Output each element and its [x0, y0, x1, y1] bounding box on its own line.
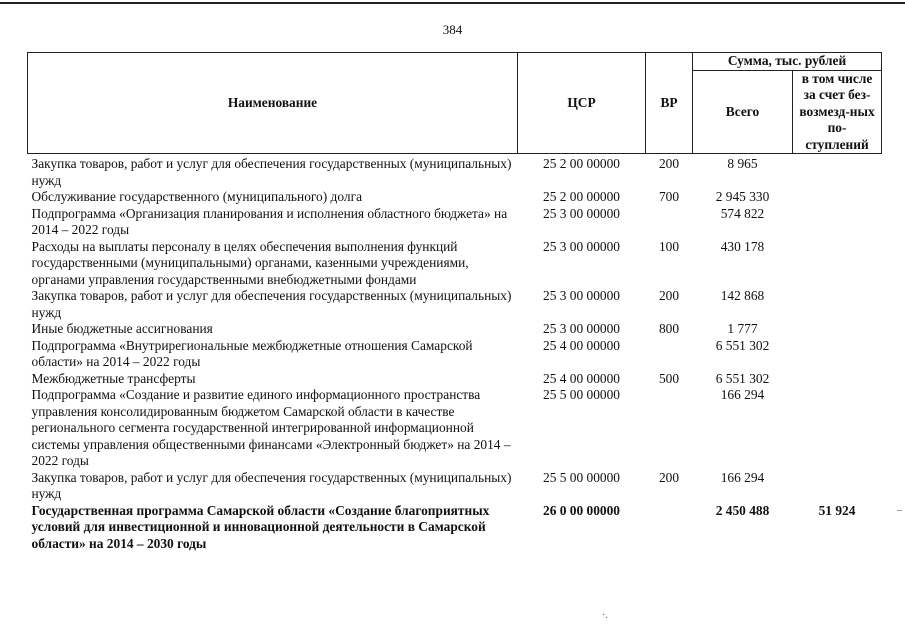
- cell-grant: [793, 288, 882, 321]
- scan-mark: ·.: [602, 610, 608, 621]
- cell-vr: 200: [658, 156, 680, 172]
- table-row: [28, 470, 882, 503]
- cell-name: Закупка товаров, работ и услуг для обеспечения государственных (муниципальных) нужд: [31, 288, 512, 320]
- cell-name: Обслуживание государственного (муниципального) долга: [31, 189, 363, 205]
- cell-grant: [793, 189, 882, 206]
- cell-csr: 25 4 00 00000: [543, 370, 620, 386]
- cell-name: Подпрограмма «Создание и развитие единого информационного пространства управления консолидированным бюджетом Самарской области в качестве регионального сегмента государственной интегрированной информационной системы управления общественными финансами «Электронный бюджет» на 2014 – 2022 годы: [31, 387, 511, 469]
- header-total: Всего: [693, 71, 793, 154]
- cell-total: 430 178: [720, 238, 765, 254]
- cell-name: Подпрограмма «Внутрирегиональные межбюджетные отношения Самарской области» на 2014 – 2022 годы: [31, 337, 473, 370]
- cell-total: 8 965: [727, 156, 758, 172]
- cell-name: Подпрограмма «Организация планирования и исполнения областного бюджета» на 2014 – 2022 годы: [31, 205, 508, 238]
- cell-csr: 25 4 00 00000: [543, 337, 620, 353]
- cell-total: 6 551 302: [715, 337, 770, 353]
- cell-total: 166 294: [720, 469, 765, 485]
- table-row: [28, 503, 882, 553]
- header-name: Наименование: [28, 53, 518, 154]
- cell-vr: 200: [658, 288, 680, 304]
- cell-csr: 25 2 00 00000: [543, 189, 620, 205]
- cell-csr: 26 0 00 00000: [543, 502, 620, 518]
- cell-grant: [793, 371, 882, 388]
- cell-csr: 25 5 00 00000: [543, 387, 620, 403]
- cell-total: 6 551 302: [715, 370, 770, 386]
- cell-vr: 100: [658, 238, 680, 254]
- cell-grant: 51 924: [818, 502, 856, 518]
- cell-vr: [646, 387, 693, 470]
- table-row: [28, 189, 882, 206]
- table-row: [28, 387, 882, 470]
- cell-name: Иные бюджетные ассигнования: [31, 321, 213, 337]
- table-row: [28, 321, 882, 338]
- page-number: 384: [442, 22, 463, 37]
- table-row: [28, 338, 882, 371]
- cell-total: 574 822: [720, 205, 765, 221]
- edge-mark: –: [897, 505, 902, 516]
- cell-vr: 700: [658, 189, 680, 205]
- cell-grant: [793, 239, 882, 289]
- table-row: [28, 154, 882, 190]
- table-row: [28, 371, 882, 388]
- header-including-grants: в том числе за счет без-возмезд-ных по-ступлений: [793, 71, 882, 154]
- cell-csr: 25 3 00 00000: [543, 321, 620, 337]
- header-sum: Сумма, тыс. рублей: [693, 53, 882, 71]
- cell-total: 2 450 488: [715, 502, 770, 518]
- table-row: [28, 206, 882, 239]
- cell-vr: 200: [658, 469, 680, 485]
- header-csr: ЦСР: [518, 53, 646, 154]
- cell-grant: [793, 470, 882, 503]
- cell-grant: [793, 206, 882, 239]
- cell-grant: [793, 338, 882, 371]
- cell-name: Государственная программа Самарской области «Создание благоприятных условий для инвестиционной и инновационной деятельности в Самарской области» на 2014 – 2030 годы: [31, 502, 490, 551]
- cell-grant: [793, 387, 882, 470]
- table-row: [28, 239, 882, 289]
- header-vr: ВР: [646, 53, 693, 154]
- cell-vr: 800: [658, 321, 680, 337]
- cell-name: Межбюджетные трансферты: [31, 370, 196, 386]
- table-body: [28, 154, 882, 553]
- cell-csr: 25 3 00 00000: [543, 205, 620, 221]
- budget-table: [27, 52, 882, 552]
- cell-total: 166 294: [720, 387, 765, 403]
- top-border-line: [0, 2, 905, 4]
- cell-vr: [646, 206, 693, 239]
- cell-grant: [793, 321, 882, 338]
- cell-vr: [646, 503, 693, 553]
- cell-total: 1 777: [727, 321, 758, 337]
- cell-vr: [646, 338, 693, 371]
- cell-csr: 25 3 00 00000: [543, 288, 620, 304]
- cell-name: Закупка товаров, работ и услуг для обеспечения государственных (муниципальных) нужд: [31, 156, 512, 188]
- cell-name: Расходы на выплаты персоналу в целях обеспечения выполнения функций государственными (муниципальными) органами, казенными учреждениями, органами управления государственными внебюджетными фондами: [31, 238, 469, 287]
- table-row: [28, 288, 882, 321]
- cell-grant: [793, 154, 882, 190]
- cell-csr: 25 5 00 00000: [543, 469, 620, 485]
- cell-name: Закупка товаров, работ и услуг для обеспечения государственных (муниципальных) нужд: [31, 469, 512, 502]
- cell-csr: 25 2 00 00000: [543, 156, 620, 172]
- cell-total: 2 945 330: [715, 189, 770, 205]
- cell-total: 142 868: [720, 288, 765, 304]
- cell-vr: 500: [658, 370, 680, 386]
- cell-csr: 25 3 00 00000: [543, 238, 620, 254]
